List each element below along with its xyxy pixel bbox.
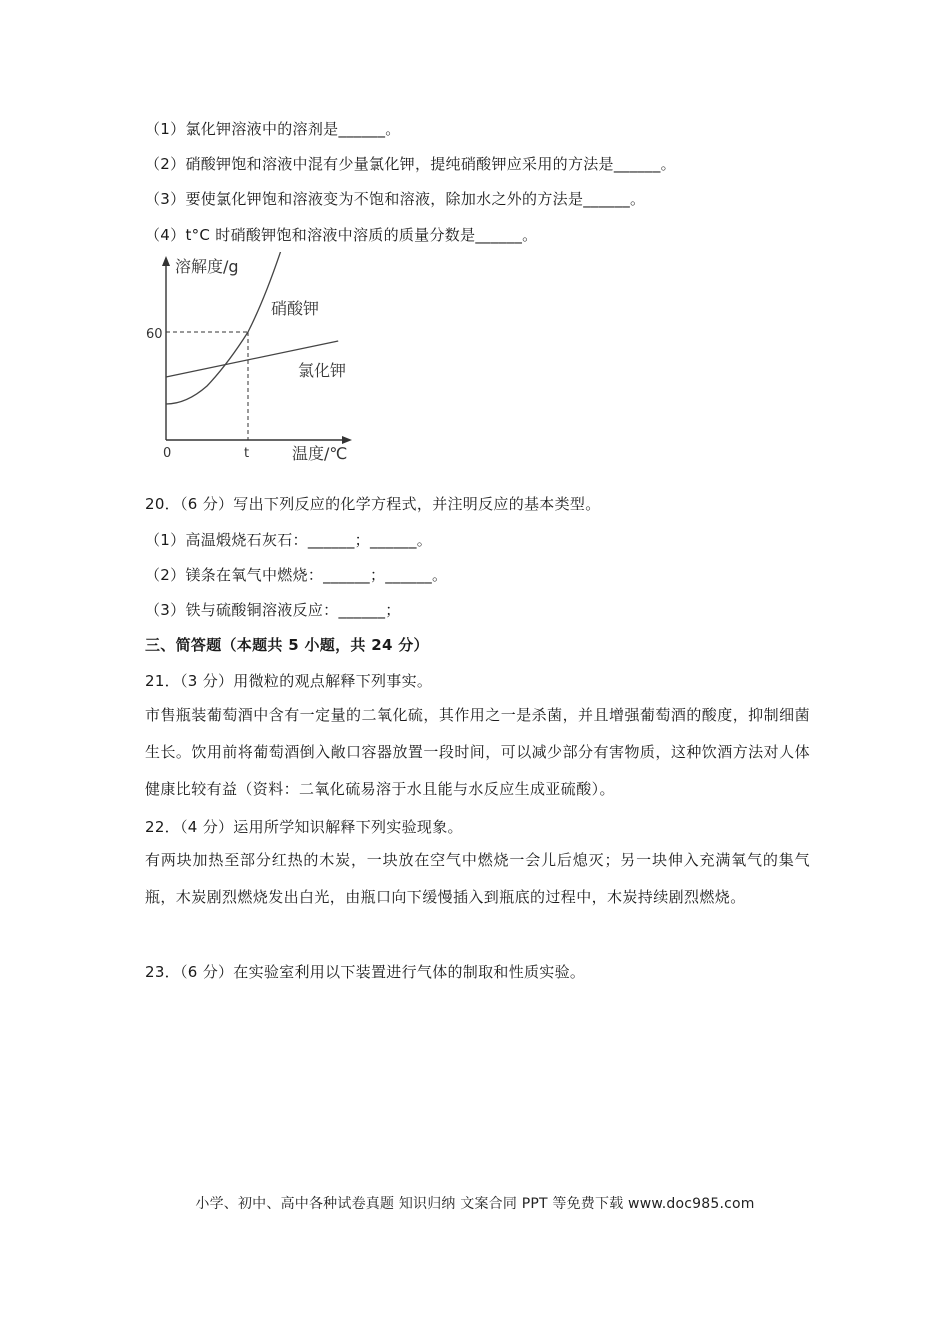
q21-title: 21．（3 分）用微粒的观点解释下列事实。 [145,672,433,690]
q22-body: 有两块加热至部分红热的木炭，一块放在空气中燃烧一会儿后熄灭；另一块伸入充满氧气的集气瓶，木炭剧烈燃烧发出白光，由瓶口向下缓慢插入到瓶底的过程中，木炭持续剧烈燃烧。 [145,851,810,906]
y-axis-label: 溶解度/g [175,257,239,276]
series-label-kno3: 硝酸钾 [271,299,320,318]
solubility-chart [140,252,365,467]
y-axis-arrow [162,256,170,266]
question-line-4: （4）t°C 时硝酸钾饱和溶液中溶质的质量分数是______。 [145,226,538,244]
q20-item-2: （2）镁条在氧气中燃烧：______；______。 [145,566,448,584]
y-tick-label-60: 60 [146,327,163,342]
q20-item-1: （1）高温煅烧石灰石：______；______。 [145,531,433,549]
x-tick-label-t: t [244,446,250,461]
origin-label: 0 [163,446,172,461]
x-axis-arrow [342,436,352,444]
question-line-2: （2）硝酸钾饱和溶液中混有少量氯化钾，提纯硝酸钾应采用的方法是______。 [145,155,676,173]
q21-body: 市售瓶装葡萄酒中含有一定量的二氧化硫，其作用之一是杀菌，并且增强葡萄酒的酸度，抑制细菌生长。饮用前将葡萄酒倒入敞口容器放置一段时间，可以减少部分有害物质，这种饮酒方法对人体健康比较有益（资料：二氧化硫易溶于水且能与水反应生成亚硫酸）。 [145,706,810,798]
question-line-3: （3）要使氯化钾饱和溶液变为不饱和溶液，除加水之外的方法是______。 [145,190,646,208]
q23-title: 23．（6 分）在实验室利用以下装置进行气体的制取和性质实验。 [145,963,586,981]
q20-title: 20．（6 分）写出下列反应的化学方程式，并注明反应的基本类型。 [145,495,601,513]
q22-title: 22．（4 分）运用所学知识解释下列实验现象。 [145,818,463,836]
page-footer: 小学、初中、高中各种试卷真题 知识归纳 文案合同 PPT 等免费下载 www.doc985.com [195,1196,755,1212]
question-line-1: （1）氯化钾溶液中的溶剂是______。 [145,120,401,138]
q20-item-3: （3）铁与硫酸铜溶液反应：______； [145,601,401,619]
x-axis-label: 温度/℃ [292,444,348,463]
series-label-kcl: 氯化钾 [298,361,347,380]
section-3-title: 三、简答题（本题共 5 小题，共 24 分） [145,636,429,654]
